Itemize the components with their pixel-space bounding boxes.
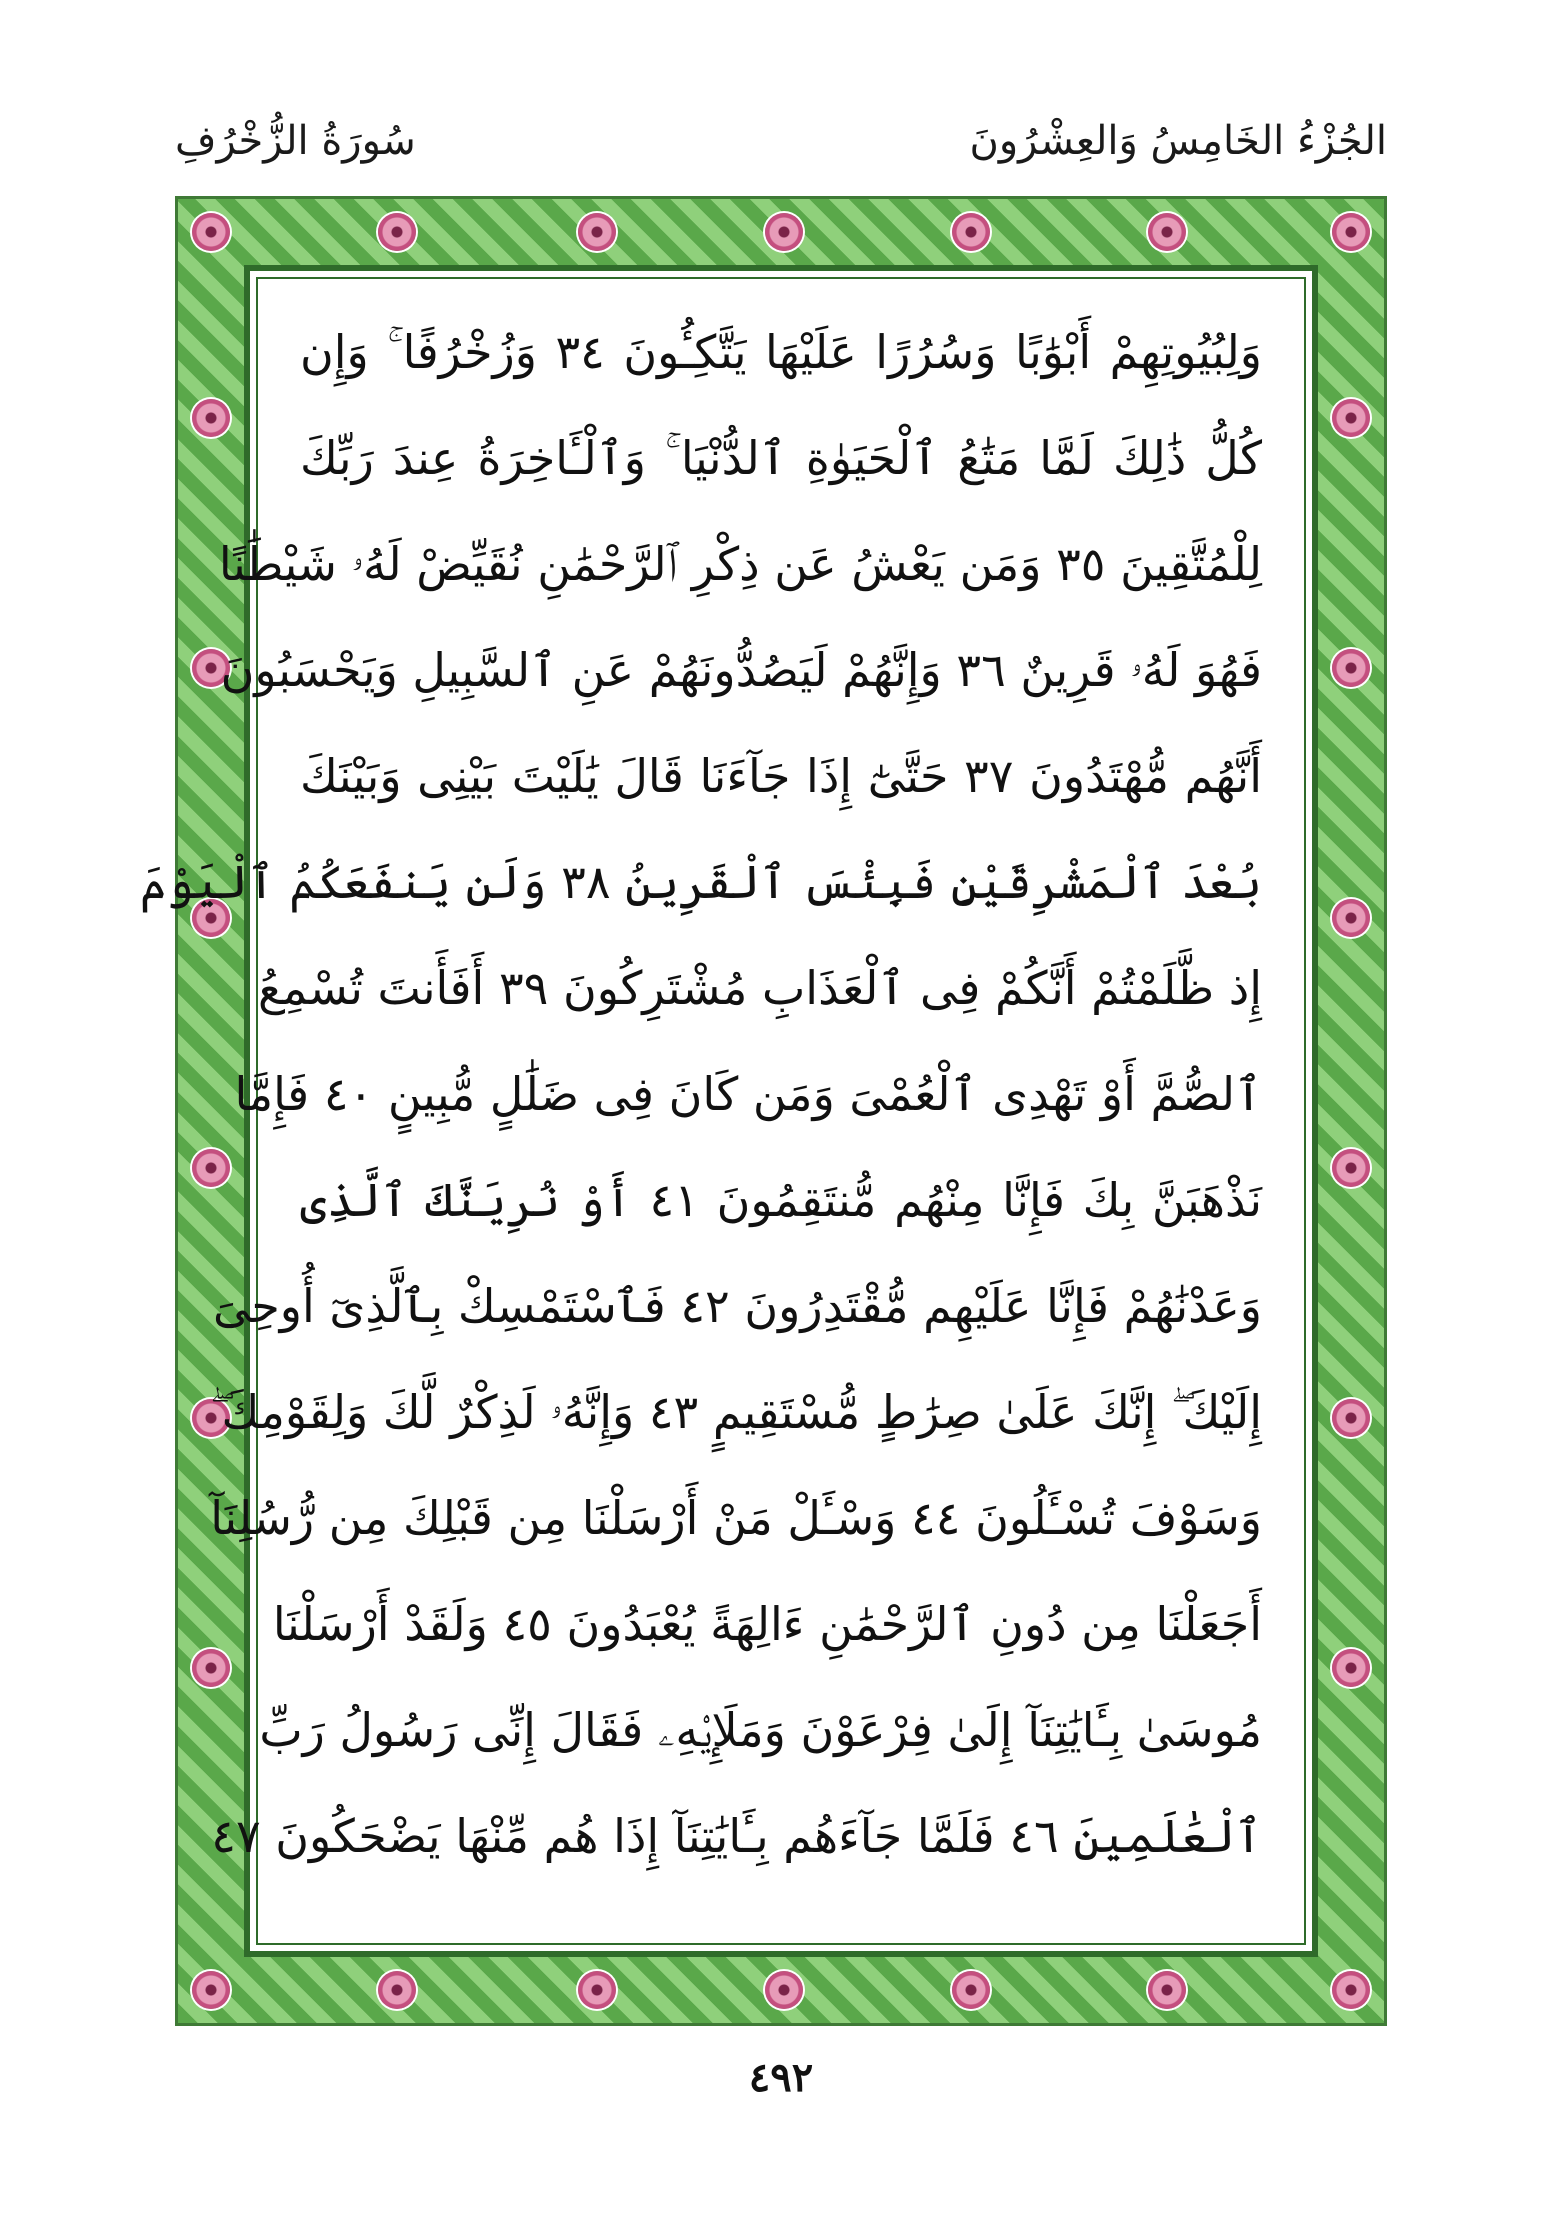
text-line-8: ٱلصُّمَّ أَوْ تَهْدِى ٱلْعُمْىَ وَمَن كَانَ فِى ضَلَٰلٍ مُّبِينٍ ٤٠ فَإِمَّا bbox=[234, 1067, 1262, 1121]
flower-ornament-icon bbox=[1332, 1649, 1370, 1687]
text-line-4: فَهُوَ لَهُۥ قَرِينٌ ٣٦ وَإِنَّهُمْ لَيَصُدُّونَهُمْ عَنِ ٱلسَّبِيلِ وَيَحْسَبُونَ bbox=[220, 643, 1262, 697]
text-line-15: ٱلْعَٰلَمِينَ ٤٦ فَلَمَّا جَآءَهُم بِـَٔايَٰتِنَآ إِذَا هُم مِّنْهَا يَضْحَكُونَ ٤٧ bbox=[211, 1809, 1262, 1863]
flower-ornament-icon bbox=[1332, 399, 1370, 437]
text-line-6: بُعْدَ ٱلْمَشْرِقَيْنِ فَبِئْسَ ٱلْقَرِينُ ٣٨ وَلَن يَنفَعَكُمُ ٱلْيَوْمَ bbox=[139, 855, 1262, 909]
flower-ornament-icon bbox=[578, 213, 616, 251]
flower-ornament-icon bbox=[1332, 899, 1370, 937]
text-line-3: لِلْمُتَّقِينَ ٣٥ وَمَن يَعْشُ عَن ذِكْرِ ٱلرَّحْمَٰنِ نُقَيِّضْ لَهُۥ شَيْطَٰنًا bbox=[218, 537, 1262, 591]
text-line-7: إِذ ظَّلَمْتُمْ أَنَّكُمْ فِى ٱلْعَذَابِ مُشْتَرِكُونَ ٣٩ أَفَأَنتَ تُسْمِعُ bbox=[258, 961, 1262, 1015]
flower-ornament-icon bbox=[192, 1149, 230, 1187]
flower-ornament-icon bbox=[765, 1971, 803, 2009]
flower-ornament-icon bbox=[378, 1971, 416, 2009]
text-line-14: مُوسَىٰ بِـَٔايَٰتِنَآ إِلَىٰ فِرْعَوْنَ وَمَلَإِي۟هِۦ فَقَالَ إِنِّى رَسُولُ رَبِّ bbox=[259, 1703, 1262, 1757]
flower-ornament-icon bbox=[1148, 1971, 1186, 2009]
page-header bbox=[175, 118, 1387, 188]
surah-title: سُورَةُ الزُّخْرُفِ bbox=[175, 118, 416, 164]
flower-ornament-icon bbox=[765, 213, 803, 251]
flower-ornament-icon bbox=[1332, 1149, 1370, 1187]
flower-ornament-icon bbox=[192, 399, 230, 437]
text-line-12: وَسَوْفَ تُسْـَٔلُونَ ٤٤ وَسْـَٔلْ مَنْ أَرْسَلْنَا مِن قَبْلِكَ مِن رُّسُلِنَآ bbox=[210, 1491, 1262, 1545]
flower-ornament-icon bbox=[192, 213, 230, 251]
text-line-1: وَلِبُيُوتِهِمْ أَبْوَٰبًا وَسُرُرًا عَلَيْهَا يَتَّكِـُٔونَ ٣٤ وَزُخْرُفًا ۚ وَإِن bbox=[300, 325, 1262, 379]
flower-ornament-icon bbox=[952, 1971, 990, 2009]
text-line-2: كُلُّ ذَٰلِكَ لَمَّا مَتَٰعُ ٱلْحَيَوٰةِ ٱلدُّنْيَا ۚ وَٱلْـَٔاخِرَةُ عِندَ رَبِّكَ bbox=[300, 431, 1262, 485]
flower-ornament-icon bbox=[1332, 649, 1370, 687]
flower-ornament-icon bbox=[1332, 1971, 1370, 2009]
flower-ornament-icon bbox=[192, 1649, 230, 1687]
flower-ornament-icon bbox=[378, 213, 416, 251]
text-line-13: أَجَعَلْنَا مِن دُونِ ٱلرَّحْمَٰنِ ءَالِهَةً يُعْبَدُونَ ٤٥ وَلَقَدْ أَرْسَلْنَا bbox=[272, 1597, 1262, 1651]
text-line-11: إِلَيْكَ ۖ إِنَّكَ عَلَىٰ صِرَٰطٍ مُّسْتَقِيمٍ ٤٣ وَإِنَّهُۥ لَذِكْرٌ لَّكَ وَلِقَوْمِكَ ۖ bbox=[210, 1385, 1262, 1439]
flower-ornament-icon bbox=[192, 1971, 230, 2009]
text-line-5: أَنَّهُم مُّهْتَدُونَ ٣٧ حَتَّىٰٓ إِذَا جَآءَنَا قَالَ يَٰلَيْتَ بَيْنِى وَبَيْنَكَ bbox=[300, 749, 1262, 803]
flower-ornament-icon bbox=[578, 1971, 616, 2009]
text-line-9: نَذْهَبَنَّ بِكَ فَإِنَّا مِنْهُم مُّنتَقِمُونَ ٤١ أَوْ نُرِيَنَّكَ ٱلَّذِى bbox=[300, 1173, 1262, 1227]
flower-ornament-icon bbox=[1332, 213, 1370, 251]
flower-ornament-icon bbox=[1148, 213, 1186, 251]
flower-ornament-icon bbox=[952, 213, 990, 251]
flower-ornament-icon bbox=[1332, 1399, 1370, 1437]
text-line-10: وَعَدْنَٰهُمْ فَإِنَّا عَلَيْهِم مُّقْتَدِرُونَ ٤٢ فَٱسْتَمْسِكْ بِٱلَّذِىٓ أُوحِىَ bbox=[212, 1279, 1262, 1333]
page-number: ٤٩٢ bbox=[748, 2054, 814, 2101]
quran-text bbox=[139, 305, 1262, 1905]
juz-title: الجُزْءُ الخَامِسُ وَالعِشْرُونَ bbox=[969, 118, 1387, 164]
